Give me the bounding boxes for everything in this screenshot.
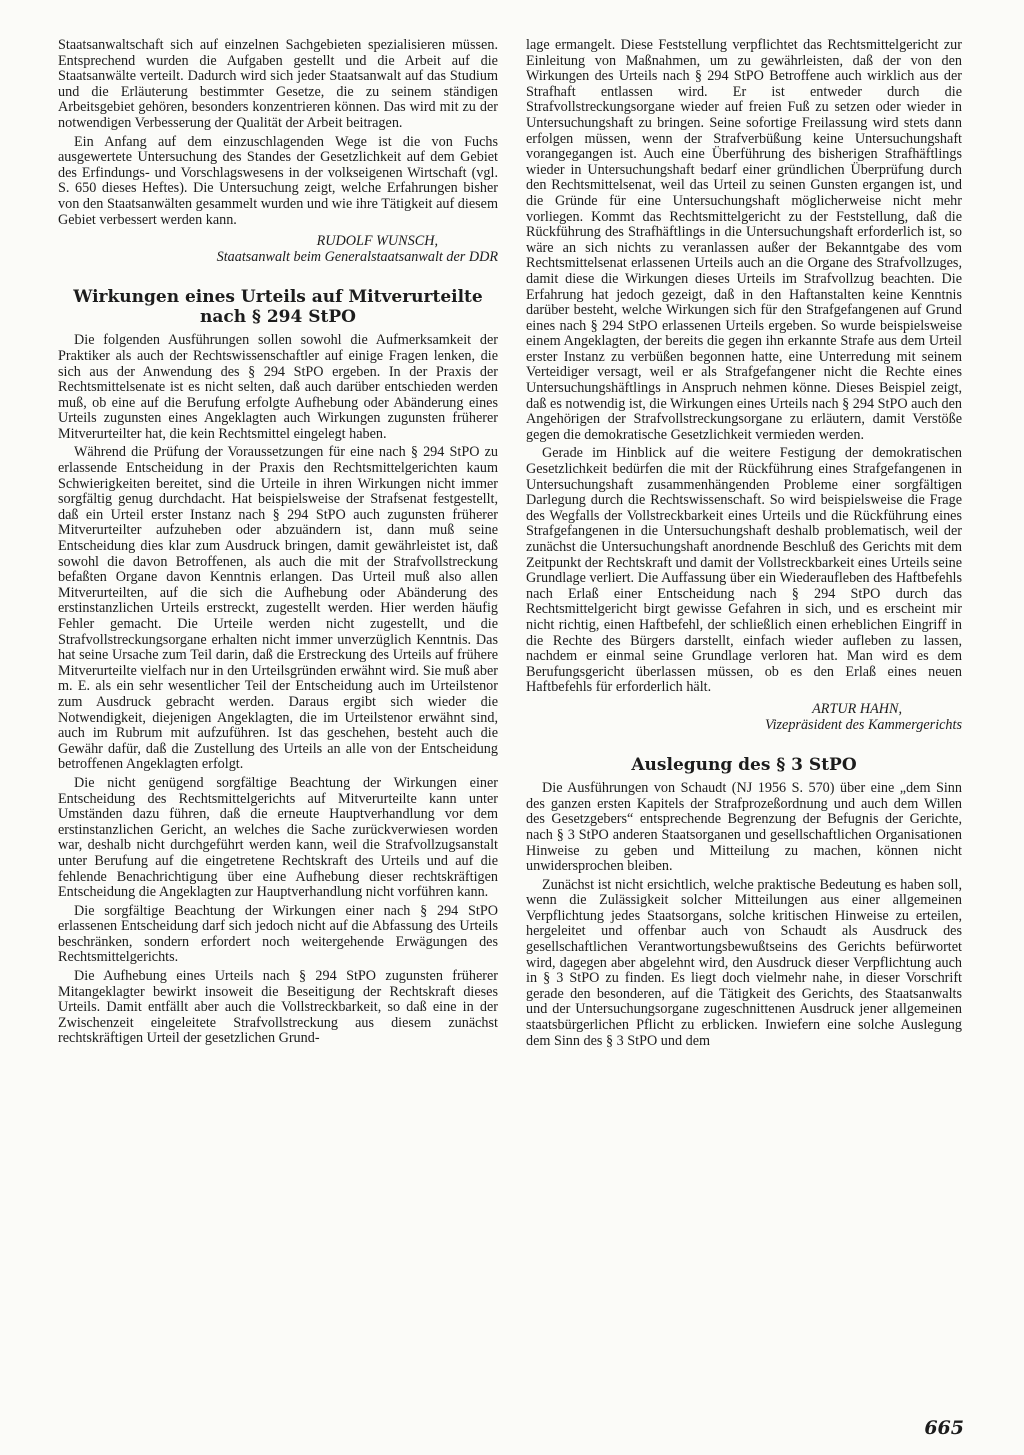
paragraph: Während die Prüfung der Voraussetzungen für eine nach § 294 StPO zu erlassende Entscheidung in der Praxis den Rechtsmittelgerichten kaum Schwierigkeiten bereitet, sind die Urteile in ihren Wirkungen nicht immer sorgfältig genug durchdacht. Hat beispielsweise der Strafsenat festgestellt, daß ein Urteil erster Instanz nach § 294 StPO auch zugunsten früherer Mitverurteilter aufzuheben oder abzuändern ist, dann muß seine Entscheidung dies klar zum Ausdruck bringen, damit gewährleistet ist, daß sowohl die davon Betroffenen, als auch die mit der Strafvollstreckung befaßten Organe davon Kenntnis erlangen. Das Urteil muß also allen Mitverurteilten, auf die sich die Aufhebung oder Abänderung des erstinstanzlichen Urteils erstreckt, zugestellt werden. Hier werden häufig Fehler gemacht. Die Urteile werden nicht zugestellt, und die Strafvollstreckungsorgane erhalten nicht immer unverzüglich Kenntnis. Das hat seine Ursache zum Teil darin, daß die Erstreckung des Urteils auf frühere Mitverurteilte vielfach nur in den Urteilsgründen erwähnt wird. Sie muß aber m. E. als ein sehr wesentlicher Teil der Entscheidung auch im Urteilstenor zum Ausdruck gebracht werden. Daraus ergibt sich wieder die Notwendigkeit, diejenigen Angeklagten, die im Urteilstenor erwähnt sind, auch im Rubrum mit aufzuführen. Ist das geschehen, besteht auch die Gewähr dafür, daß die Zustellung des Urteils an alle von der Entscheidung betroffenen Angeklagten erfolgt. [58, 444, 498, 773]
article-heading: Wirkungen eines Urteils auf Mitverurteilte nach § 294 StPO [73, 287, 483, 328]
author-title: Staatsanwalt beim Generalstaatsanwalt der DDR [216, 248, 498, 265]
paragraph: Die Ausführungen von Schaudt (NJ 1956 S. 570) über eine „dem Sinn des ganzen ersten Kapitels der Strafprozeßordnung und auch dem Willen des Gesetzgebers“ entsprechende Begrenzung der Befugnis der Gerichte, nach § 3 StPO anderen Staatsorganen und gesellschaftlichen Organisationen Hinweise zu geben und Mitteilung zu machen, können nicht unwidersprochen bleiben. [526, 780, 962, 875]
author-name: RUDOLF WUNSCH, [316, 233, 438, 250]
paragraph: Staatsanwaltschaft sich auf einzelnen Sachgebieten spezialisieren müssen. Entsprechend wurden die Aufgaben gestellt und die Arbeit auf die Staatsanwälte verteilt. Dadurch wird sich jeder Staatsanwalt auf das Studium und die Erläuterung bestimmter Gesetze, die zu seinem ständigen Arbeitsgebiet gehören, besonders konzentrieren können. Das wird mit zu der notwendigen Verbesserung der Qualität der Arbeit beitragen. [58, 37, 498, 131]
page-number: 665 [924, 1417, 964, 1439]
left-column [58, 38, 498, 1047]
signature-block [526, 702, 962, 733]
article-heading: Auslegung des § 3 StPO [631, 755, 857, 776]
right-column [526, 38, 962, 1049]
paragraph: Die nicht genügend sorgfältige Beachtung der Wirkungen einer Entscheidung des Rechtsmittelgerichts auf Mitverurteilte kann unter Umständen dazu führen, daß die erneute Hauptverhandlung vor dem erstinstanzlichen Gericht, an welches die Sache zurückverwiesen worden war, deshalb nicht durchgeführt werden kann, weil die Strafvollzugsanstalt unter Berufung auf die eingetretene Rechtskraft des Urteils und auf die fehlende Benachrichtigung über eine Aufhebung dieser rechtskräftigen Entscheidung die Angeklagten zur Hauptverhandlung nicht vorführen kann. [58, 774, 498, 901]
signature-block [58, 234, 498, 265]
paragraph: Die folgenden Ausführungen sollen sowohl die Aufmerksamkeit der Praktiker als auch der Rechtswissenschaftler auf einige Fragen lenken, die sich aus der Anwendung des § 294 StPO ergeben. In der Praxis der Rechtsmittelsenate ist es nicht selten, daß auch darüber entschieden werden muß, ob eine auf die Berufung erfolgte Aufhebung oder Abänderung eines Urteils zugunsten eines Angeklagten auch Wirkungen zugunsten früherer Mitverurteilter hat, die kein Rechtsmittel eingelegt haben. [58, 332, 498, 442]
paragraph: Gerade im Hinblick auf die weitere Festigung der demokratischen Gesetzlichkeit bedürfen die mit der Rückführung eines Strafgefangenen in Untersuchungshaft zusammenhängenden Probleme einer sorgfältigen Darlegung durch die Rechtswissenschaft. So wird beispielsweise die Frage des Wegfalls der Vollstreckbarkeit eines Urteils und die Rückführung eines Strafgefangenen in die Untersuchungshaft deshalb problematisch, weil der zunächst die Untersuchungshaft anordnende Beschluß des Gerichts mit dem Zeitpunkt der Rechtskraft und damit der Vollstreckbarkeit eines Urteils seine Grundlage verliert. Die Auffassung über ein Wiederaufleben des Haftbefehls nach Erlaß einer Entscheidung nach § 294 StPO durch das Rechtsmittelgericht birgt gewisse Gefahren in sich, und es erscheint mir nicht richtig, einen Haftbefehl, der schließlich einen erheblichen Eingriff in die Rechte des Bürgers darstellt, einfach wieder aufleben zu lassen, nachdem er einmal seine Grundlage verloren hat. Man wird es dem Berufungsgericht überlassen müssen, ob es den Erlaß eines neuen Haftbefehls für erforderlich hält. [526, 445, 962, 696]
paragraph: Zunächst ist nicht ersichtlich, welche praktische Bedeutung es haben soll, wenn die Zulässigkeit solcher Mitteilungen aus einer allgemeinen Verpflichtung jedes Staatsorgans, solche kritischen Hinweise zu erteilen, hergeleitet und offenbar auch von Schaudt als Ausdruck des gesellschaftlichen Verantwortungsbewußtseins des Gerichts befürwortet wird, dagegen aber abgelehnt wird, den Ausdruck dieser Verpflichtung auch in § 3 StPO zu finden. Es liegt doch vielmehr nahe, in dieser Vorschrift gerade den besonderen, auf die Tätigkeit des Gerichts, des Staatsanwalts und der Untersuchungsorgane zugeschnittenen Ausdruck jener allgemeinen staatsbürgerlichen Pflicht zu erblicken. Inwiefern eine solche Auslegung dem Sinn des § 3 StPO und dem [526, 876, 962, 1049]
paragraph: lage ermangelt. Diese Feststellung verpflichtet das Rechtsmittelgericht zur Einleitung von Maßnahmen, um zu gewährleisten, daß der von den Wirkungen des Urteils nach § 294 StPO Betroffene auch wirklich aus der Strafhaft entlassen wird. Er ist entweder durch die Strafvollstreckungsorgane wieder auf freien Fuß zu setzen oder wieder in Untersuchungshaft zu bringen. Seine sofortige Freilassung wird stets dann erfolgen müssen, wenn der Strafverbüßung keine Untersuchungshaft vorangegangen ist. Auch eine Überführung des bisherigen Strafhäftlings wieder in Untersuchungshaft bedarf einer gründlichen Überprüfung durch den Rechtsmittelsenat, weil das Urteil zu seinen Gunsten ergangen ist, und die Gründe für eine Untersuchungshaft möglicherweise nicht mehr vorliegen. Kommt das Rechtsmittelgericht zu der Feststellung, daß die Rückführung des Strafhäftlings in die Untersuchungshaft erforderlich ist, so wäre an sich nichts zu veranlassen außer der Bekanntgabe des vom Rechtsmittelsenat erlassenen Urteils auch an die Organe des Strafvollzuges, damit diese die Wirkungen dieses Urteils im Strafvollzug beachten. Die Erfahrung hat jedoch gezeigt, daß in den Haftanstalten keine Kenntnis darüber besteht, welche Wirkungen sich für den Strafgefangenen auf Grund eines nach § 294 StPO erlassenen Urteils ergeben. So wurde beispielsweise einem Angeklagten, der bereits die gegen ihn erkannte Strafe aus dem Urteil erster Instanz zu verbüßen begonnen hatte, eine Unterredung mit seinem Verteidiger versagt, weil er als Strafgefangener nicht die Rechte eines Untersuchungshäftlings in Anspruch nehmen könne. Dieses Beispiel zeigt, daß es notwendig ist, die Wirkungen eines Urteils nach § 294 StPO auch den Angehörigen der Strafvollstreckungsorgane zu erläutern, damit Verstöße gegen die demokratische Gesetzlichkeit vermieden werden. [526, 37, 962, 443]
paragraph: Die sorgfältige Beachtung der Wirkungen einer nach § 294 StPO erlassenen Entscheidung darf sich jedoch nicht auf die Abfassung des Urteils beschränken, sondern erfordert noch weitergehende Erwägungen des Rechtsmittelgerichts. [58, 902, 498, 966]
paragraph: Ein Anfang auf dem einzuschlagenden Wege ist die von Fuchs ausgewertete Untersuchung des Standes der Gesetzlichkeit auf dem Gebiet des Erfindungs- und Vorschlagswesens in der volkseigenen Wirtschaft (vgl. S. 650 dieses Heftes). Die Untersuchung zeigt, welche Erfahrungen bisher von den Staatsanwälten gesammelt wurden und wie ihre Tätigkeit auf diesem Gebiet verbessert werden kann. [58, 133, 498, 228]
author-title: Vizepräsident des Kammergerichts [764, 716, 962, 733]
paragraph: Die Aufhebung eines Urteils nach § 294 StPO zugunsten früherer Mitangeklagter bewirkt insoweit die Beseitigung der Rechtskraft dieses Urteils. Damit entfällt aber auch die Vollstreckbarkeit, so daß eine in der Zwischenzeit eingeleitete Strafvollstreckung aus diesem zunächst rechtskräftigen Urteil der gesetzlichen Grund- [58, 968, 498, 1047]
author-name: ARTUR HAHN, [812, 700, 902, 717]
